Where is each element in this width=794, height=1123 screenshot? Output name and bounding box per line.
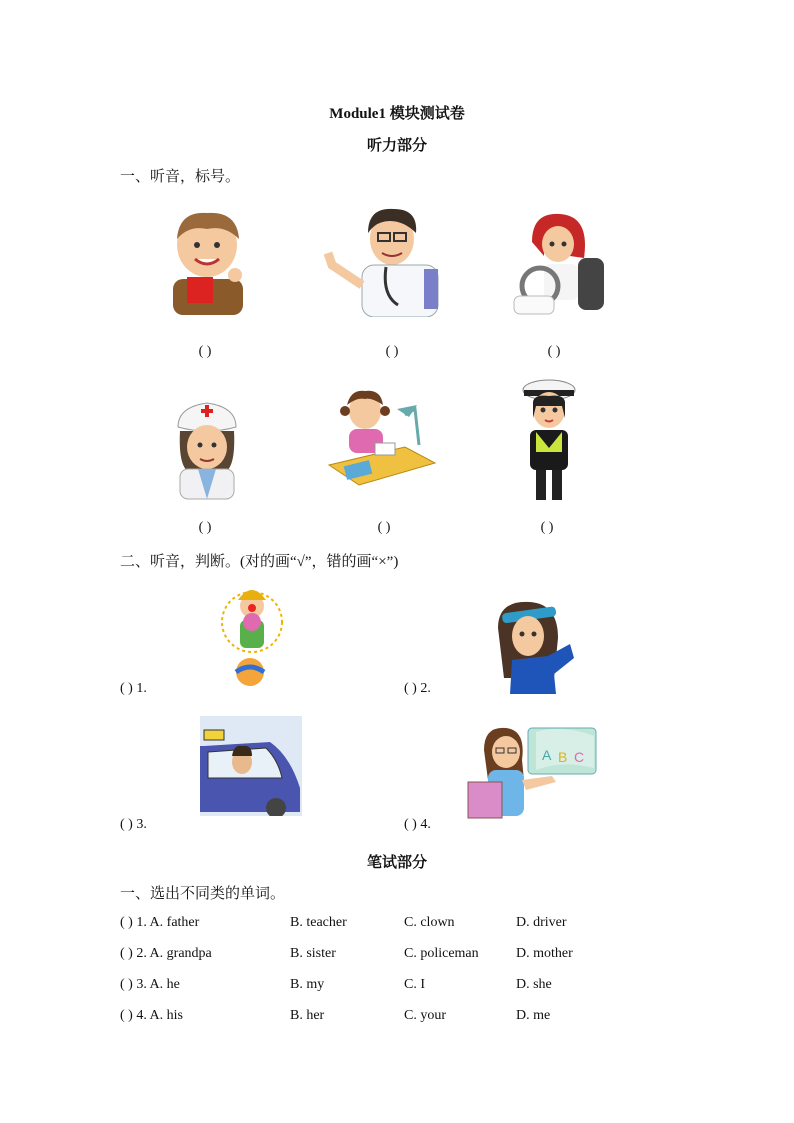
choice-row-2-b: B. sister: [290, 946, 336, 961]
choice-row-4-b: B. her: [290, 1008, 325, 1023]
choice-row-2-d: D. mother: [516, 946, 573, 961]
girl-writing-icon: [325, 385, 437, 493]
choice-row-1-b: B. teacher: [290, 915, 347, 930]
choice-row-2-c: C. policeman: [404, 946, 479, 961]
girl-icon: [488, 598, 574, 696]
svg-text:B: B: [558, 749, 568, 765]
choice-row-4-c: C. your: [404, 1008, 446, 1023]
answer-blank-3[interactable]: ( ): [547, 344, 561, 359]
writing-part1-instruction: 一、选出不同类的单词。: [120, 886, 286, 902]
choice-row-3-b: B. my: [290, 977, 325, 992]
choice-row-3-c: C. I: [404, 977, 425, 992]
judge-item-3[interactable]: ( ) 3.: [120, 817, 147, 832]
teacher-icon: [466, 720, 598, 824]
choice-row-4-a[interactable]: ( ) 4. A. his: [120, 1008, 183, 1023]
choice-row-4-d: D. me: [516, 1008, 551, 1023]
choice-row-3-a[interactable]: ( ) 3. A. he: [120, 977, 180, 992]
policewoman-icon: [520, 378, 578, 506]
nurse-icon: [172, 385, 242, 500]
doctor-icon: [322, 205, 440, 317]
svg-text:A: A: [542, 747, 552, 763]
choice-row-1-c: C. clown: [404, 915, 455, 930]
page-title: Module1 模块测试卷: [329, 106, 465, 122]
answer-blank-1[interactable]: ( ): [198, 344, 212, 359]
choice-row-3-d: D. she: [516, 977, 552, 992]
part1-instruction: 一、听音，标号。: [120, 169, 241, 185]
writing-heading: 笔试部分: [366, 855, 427, 871]
choice-row-1-d: D. driver: [516, 915, 567, 930]
part2-instruction: 二、听音，判断。(对的画“√”，错的画“×”): [120, 554, 399, 570]
choice-row-1-a[interactable]: ( ) 1. A. father: [120, 915, 200, 930]
svg-text:C: C: [574, 749, 585, 765]
choice-row-2-a[interactable]: ( ) 2. A. grandpa: [120, 946, 212, 961]
answer-blank-4[interactable]: ( ): [198, 520, 212, 535]
judge-item-1[interactable]: ( ) 1.: [120, 681, 147, 696]
answer-blank-5[interactable]: ( ): [377, 520, 391, 535]
clown-icon: [212, 586, 290, 688]
judge-item-4[interactable]: ( ) 4.: [404, 817, 431, 832]
listening-heading: 听力部分: [366, 138, 427, 154]
taxi-driver-icon: [200, 716, 302, 816]
answer-blank-2[interactable]: ( ): [385, 344, 399, 359]
judge-item-2[interactable]: ( ) 2.: [404, 681, 431, 696]
boy-reading-icon: [165, 205, 250, 317]
driver-girl-icon: [510, 210, 605, 318]
answer-blank-6[interactable]: ( ): [540, 520, 554, 535]
